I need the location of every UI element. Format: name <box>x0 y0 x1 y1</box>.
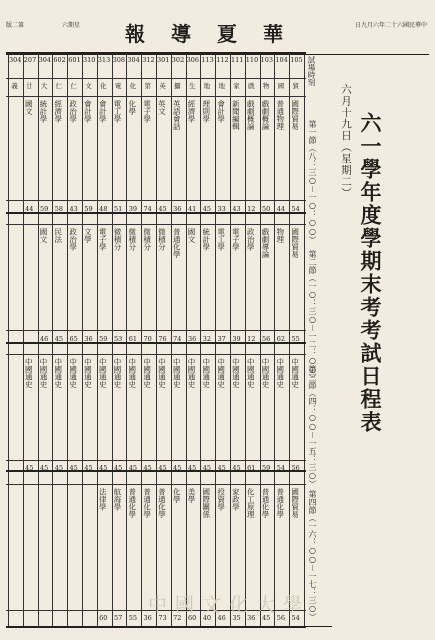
subject-cell: 微積分 <box>142 228 152 251</box>
room-header: 物 <box>262 82 270 90</box>
count-cell: 12 <box>247 335 256 343</box>
count-cell: 45 <box>187 464 197 472</box>
count-cell: 74 <box>143 205 152 213</box>
time-label: 試場時刻 <box>307 56 316 86</box>
count-cell: 46 <box>217 614 226 622</box>
room-code: 313 <box>97 56 111 64</box>
room-header: 仁 <box>70 82 77 90</box>
subject-cell: 中國通史 <box>24 358 34 388</box>
count-cell: 45 <box>158 464 167 472</box>
subject-cell: 國文 <box>187 228 196 243</box>
count-cell: 59 <box>84 205 93 213</box>
session-3-label: 第三節（四：○○－一五：三○） <box>308 365 317 488</box>
count-cell: 57 <box>113 614 123 622</box>
subject-cell: 普通物理 <box>275 100 285 130</box>
count-cell: 36 <box>143 614 152 622</box>
room-header: 生 <box>188 82 196 90</box>
count-cell: 53 <box>113 335 123 343</box>
subject-cell: 統計學 <box>39 100 48 123</box>
subject-cell: 國際貿易 <box>290 100 300 130</box>
count-cell: 43 <box>69 205 78 213</box>
count-cell: 74 <box>173 335 182 343</box>
room-header: 大 <box>40 82 48 90</box>
subject-cell: 電子學 <box>142 100 152 123</box>
count-cell: 43 <box>232 205 241 213</box>
subject-cell: 經濟學 <box>53 100 63 123</box>
subject-cell: 國際貿易 <box>290 488 300 518</box>
subject-cell: 會計學 <box>83 100 93 123</box>
count-cell: 45 <box>158 205 167 213</box>
count-cell: 58 <box>54 205 64 213</box>
count-cell: 44 <box>276 205 286 213</box>
subject-cell: 中國通史 <box>98 358 108 388</box>
subject-cell: 新聞編輯 <box>231 100 241 130</box>
bottom-rule <box>6 626 332 627</box>
session-4-label: 第四節（一六：○○－一七：三○） <box>308 490 317 621</box>
count-cell: 48 <box>99 205 108 213</box>
count-cell: 72 <box>173 614 182 622</box>
grid-hline <box>6 354 306 355</box>
subject-cell: 普通化學 <box>172 228 182 258</box>
subject-cell: 中國通史 <box>201 358 211 388</box>
count-cell: 45 <box>25 464 34 472</box>
subject-cell: 中國通史 <box>231 358 241 388</box>
subject-cell: 英語會話 <box>172 100 182 130</box>
count-cell: 54 <box>291 205 300 213</box>
count-cell: 61 <box>247 464 256 472</box>
subject-cell: 會計學 <box>216 100 226 123</box>
subject-cell: 電工學 <box>216 228 226 251</box>
issue-label: 六期星 <box>62 22 81 29</box>
count-cell: 39 <box>232 335 241 343</box>
subject-cell: 普通化學 <box>275 488 285 518</box>
subject-cell: 國文 <box>24 100 34 115</box>
exam-title: 六一學年度學期末考考試日程表 <box>358 112 383 434</box>
room-header: 文 <box>85 82 92 90</box>
count-cell: 33 <box>217 205 226 213</box>
count-cell: 45 <box>261 614 271 622</box>
subject-cell: 普通化學 <box>127 488 137 518</box>
subject-cell: 英文 <box>157 100 167 115</box>
count-cell: 45 <box>232 464 241 472</box>
room-code: 105 <box>290 56 303 64</box>
room-header: 化 <box>100 82 107 90</box>
room-code: 301 <box>157 56 170 64</box>
room-header: 英 <box>159 82 166 90</box>
count-cell: 55 <box>128 614 138 622</box>
count-cell: 70 <box>143 335 152 343</box>
subject-cell: 微積分 <box>157 228 167 251</box>
room-header: 地 <box>203 82 211 90</box>
subject-cell: 電工學 <box>113 100 122 123</box>
subject-cell: 中國通史 <box>68 358 78 388</box>
subject-cell: 法律學 <box>98 488 108 511</box>
room-header: 第 <box>144 82 151 90</box>
count-cell: 59 <box>99 335 108 343</box>
count-cell: 45 <box>84 464 93 472</box>
edition-label: 版二第 <box>6 22 25 29</box>
count-cell: 45 <box>173 464 182 472</box>
subject-cell: 中國通史 <box>53 358 63 388</box>
count-cell: 39 <box>128 205 138 213</box>
count-cell: 56 <box>291 464 300 472</box>
subject-cell: 戲劇導論 <box>261 228 270 258</box>
subject-cell: 政治學 <box>68 100 78 123</box>
count-cell: 12 <box>247 205 256 213</box>
room-header: 地 <box>218 82 225 90</box>
grid-hline <box>6 224 306 225</box>
count-cell: 32 <box>202 335 212 343</box>
subject-cell: 政治學 <box>246 228 256 251</box>
count-cell: 41 <box>187 205 197 213</box>
room-header: 戲 <box>248 82 255 90</box>
count-cell: 55 <box>291 335 300 343</box>
room-code: 111 <box>231 56 244 64</box>
subject-cell: 航海學 <box>113 488 122 511</box>
subject-cell: 微積分 <box>113 228 122 251</box>
count-cell: 36 <box>187 335 197 343</box>
grid-hline <box>6 484 306 485</box>
count-cell: 65 <box>69 335 78 343</box>
count-cell: 44 <box>25 205 34 213</box>
count-cell: 45 <box>128 464 138 472</box>
subject-cell: 中國通史 <box>261 358 270 388</box>
subject-cell: 民法 <box>53 228 63 243</box>
count-cell: 36 <box>247 614 256 622</box>
subject-cell: 國際貿易 <box>290 228 300 258</box>
subject-cell: 中國通史 <box>83 358 93 388</box>
subject-cell: 中國通史 <box>275 358 285 388</box>
count-cell: 45 <box>143 464 152 472</box>
count-cell: 61 <box>128 335 138 343</box>
room-header: 電 <box>114 82 122 90</box>
subject-cell: 電子學 <box>231 228 241 251</box>
count-cell: 45 <box>54 335 64 343</box>
subject-cell: 普通化學 <box>142 488 152 518</box>
subject-cell: 化工原理 <box>246 488 256 518</box>
count-cell: 59 <box>261 464 271 472</box>
room-header: 廿 <box>26 82 33 90</box>
subject-cell: 經濟學 <box>187 100 196 123</box>
count-cell: 56 <box>276 614 286 622</box>
subject-cell: 中國通史 <box>113 358 122 388</box>
room-header: 化 <box>129 82 137 90</box>
room-header: 貿 <box>292 82 299 90</box>
subject-cell: 戲劇概論 <box>246 100 256 130</box>
room-code: 304 <box>38 56 52 64</box>
grid-hline <box>6 460 306 461</box>
subject-cell: 微積分 <box>127 228 137 251</box>
subject-cell: 中國通史 <box>216 358 226 388</box>
subject-cell: 國文 <box>39 228 48 243</box>
subject-cell: 中國通史 <box>142 358 152 388</box>
subject-cell: 普通化學 <box>157 488 167 518</box>
room-code: 103 <box>260 56 274 64</box>
grid-hline <box>6 78 306 79</box>
subject-cell: 普通化學 <box>261 488 270 518</box>
count-cell: 60 <box>187 614 197 622</box>
room-code: 113 <box>201 56 214 64</box>
subject-cell: 化學 <box>172 488 182 503</box>
subject-cell: 中國通史 <box>127 358 137 388</box>
subject-cell: 物理 <box>275 228 285 243</box>
subject-cell: 會計學 <box>98 100 108 123</box>
count-cell: 40 <box>202 614 212 622</box>
room-code: 304 <box>9 56 22 64</box>
grid-hline <box>6 96 306 97</box>
exam-day: 六月十九日（星期二） <box>340 84 352 199</box>
count-cell: 76 <box>158 335 167 343</box>
count-cell: 45 <box>217 464 226 472</box>
room-code: 104 <box>275 56 288 64</box>
subject-cell: 政治學 <box>68 228 78 251</box>
subject-cell: 戲劇概論 <box>261 100 270 130</box>
count-cell: 45 <box>54 464 64 472</box>
subject-cell: 國際關係 <box>201 488 211 518</box>
subject-cell: 中國通史 <box>172 358 182 388</box>
count-cell: 45 <box>113 464 123 472</box>
room-code: 304 <box>127 56 140 64</box>
subject-cell: 中國通史 <box>39 358 48 388</box>
grid-vline <box>304 52 305 626</box>
session-1-label: 第一節（八：三○－一○：○○） <box>308 120 317 244</box>
room-code: 601 <box>68 56 81 64</box>
room-code: 310 <box>83 56 96 64</box>
subject-cell: 中國通史 <box>157 358 167 388</box>
count-cell: 54 <box>291 614 300 622</box>
watermark-stamp: 中國文化大學 <box>148 594 311 616</box>
subject-cell: 文學 <box>83 228 93 243</box>
subject-cell: 中國通史 <box>246 358 256 388</box>
newspaper-title: 報導夏華 <box>125 22 309 46</box>
room-code: 602 <box>53 56 66 64</box>
count-cell: 45 <box>202 205 212 213</box>
room-code: 306 <box>186 56 200 64</box>
count-cell: 45 <box>99 464 108 472</box>
count-cell: 36 <box>173 205 182 213</box>
subject-cell: 中國通史 <box>290 358 300 388</box>
subject-cell: 統計學 <box>201 228 211 251</box>
count-cell: 56 <box>261 335 271 343</box>
room-code: 207 <box>23 56 37 64</box>
room-code: 312 <box>142 56 155 64</box>
room-header: 攝 <box>174 82 181 90</box>
grid-hline <box>6 52 306 54</box>
room-code: 110 <box>245 56 259 64</box>
count-cell: 50 <box>261 205 271 213</box>
subject-cell: 美學 <box>187 488 196 503</box>
subject-cell: 理則學 <box>201 100 211 123</box>
count-cell: 45 <box>202 464 212 472</box>
subject-cell: 投資學 <box>216 488 226 511</box>
grid-vline <box>23 52 24 626</box>
count-cell: 37 <box>217 335 226 343</box>
count-cell: 45 <box>69 464 78 472</box>
grid-vline <box>8 52 9 626</box>
room-header: 家 <box>233 82 240 90</box>
room-code: 302 <box>171 56 185 64</box>
count-cell: 62 <box>276 335 286 343</box>
room-code: 112 <box>216 56 229 64</box>
room-header: 仁 <box>55 82 63 90</box>
count-cell: 73 <box>158 614 167 622</box>
subject-cell: 家政學 <box>231 488 241 511</box>
subject-cell: 中國通史 <box>187 358 196 388</box>
room-header: 國 <box>277 82 285 90</box>
count-cell: 54 <box>276 464 286 472</box>
count-cell: 51 <box>113 205 123 213</box>
subject-cell: 化學 <box>127 100 137 115</box>
count-cell: 45 <box>39 464 49 472</box>
count-cell: 35 <box>232 614 241 622</box>
session-2-label: 第二節（一○：三○－一二：○○） <box>308 250 317 382</box>
room-code: 308 <box>112 56 126 64</box>
count-cell: 60 <box>99 614 108 622</box>
count-cell: 59 <box>39 205 49 213</box>
date-label: 日九月六年二十六國民華中 <box>354 22 427 29</box>
room-header: 義 <box>11 82 18 90</box>
subject-cell: 電子學 <box>98 228 108 251</box>
count-cell: 46 <box>39 335 49 343</box>
count-cell: 36 <box>84 335 93 343</box>
grid-hline <box>6 330 306 331</box>
grid-hline <box>6 200 306 201</box>
